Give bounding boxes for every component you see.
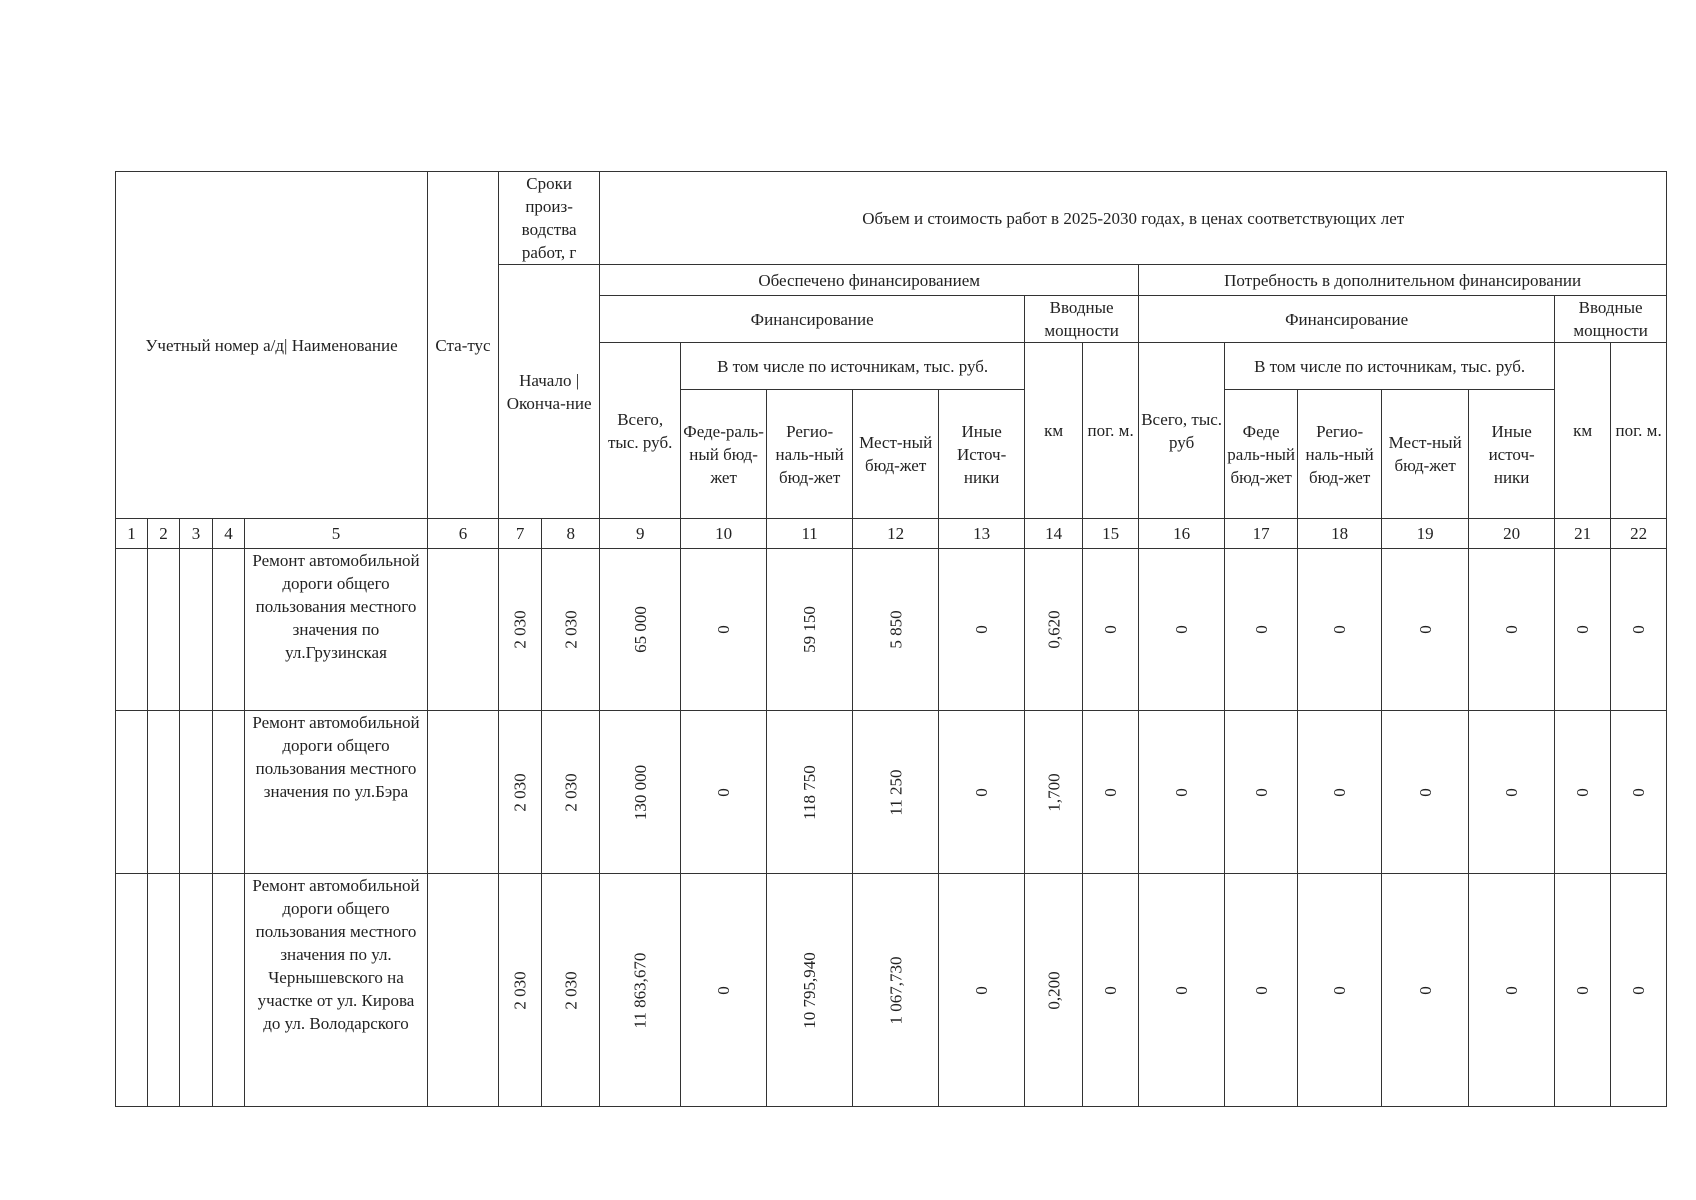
- km-value: 0,200: [1044, 970, 1064, 1010]
- header-local-2: Мест-ный бюд-жет: [1382, 390, 1469, 519]
- end-year: 2 030: [561, 772, 581, 812]
- header-total-1: Всего, тыс. руб.: [600, 343, 681, 519]
- header-other-2: Иные источ-ники: [1469, 390, 1555, 519]
- add-km-value: 0: [1573, 787, 1593, 797]
- column-number: 6: [428, 519, 499, 549]
- header-secured: Обеспечено финансированием: [600, 265, 1139, 296]
- header-local-1: Мест-ный бюд-жет: [853, 390, 939, 519]
- header-pog-2: пог. м.: [1611, 343, 1667, 519]
- header-volume-cost: Объем и стоимость работ в 2025-2030 годах, в ценах соответствующих лет: [600, 172, 1667, 265]
- road-works-table: [115, 171, 1667, 1107]
- end-year: 2 030: [561, 970, 581, 1010]
- header-pog-1: пог. м.: [1083, 343, 1139, 519]
- end-year: 2 030: [561, 610, 581, 649]
- regional-value: 118 750: [800, 764, 820, 820]
- pog-value: 0: [1101, 625, 1121, 634]
- column-number: 21: [1555, 519, 1611, 549]
- header-total-2: Всего, тыс. руб: [1139, 343, 1225, 519]
- header-regional-1: Регио-наль-ный бюд-жет: [767, 390, 853, 519]
- column-number: 13: [939, 519, 1025, 549]
- local-value: 1 067,730: [886, 956, 906, 1024]
- local-value: 5 850: [886, 610, 906, 649]
- table-row: [116, 874, 1667, 1107]
- add-other-value: 0: [1502, 625, 1522, 634]
- header-financing-1: Финансирование: [600, 296, 1025, 343]
- header-capacity-1: Вводные мощности: [1025, 296, 1139, 343]
- column-number: 4: [213, 519, 245, 549]
- add-km-value: 0: [1573, 985, 1593, 995]
- add-federal-value: 0: [1251, 985, 1271, 995]
- column-number: 11: [767, 519, 853, 549]
- column-number: 16: [1139, 519, 1225, 549]
- pog-value: 0: [1101, 985, 1121, 995]
- column-number-row: [116, 519, 1667, 549]
- other-value: 0: [972, 625, 992, 634]
- column-number: 8: [542, 519, 600, 549]
- total-value: 11 863,670: [630, 952, 650, 1028]
- regional-value: 59 150: [800, 606, 820, 653]
- header-by-sources-1: В том числе по источникам, тыс. руб.: [681, 343, 1025, 390]
- header-start-end: Начало | Оконча-ние: [499, 265, 600, 519]
- federal-value: 0: [714, 787, 734, 797]
- header-federal-1: Феде-раль-ный бюд-жет: [681, 390, 767, 519]
- column-number: 3: [180, 519, 213, 549]
- add-local-value: 0: [1415, 985, 1435, 995]
- add-total-value: 0: [1172, 625, 1192, 634]
- federal-value: 0: [714, 985, 734, 995]
- km-value: 0,620: [1044, 610, 1064, 649]
- total-value: 65 000: [630, 606, 650, 653]
- column-number: 2: [148, 519, 180, 549]
- header-federal-2: Феде раль-ный бюд-жет: [1225, 390, 1298, 519]
- road-work-name: Ремонт автомобильной дороги общего пользования местного значения по ул. Чернышевского на участке от ул. Кирова до ул. Володарского: [245, 874, 428, 1107]
- column-number: 15: [1083, 519, 1139, 549]
- table-row: [116, 711, 1667, 874]
- add-other-value: 0: [1502, 787, 1522, 797]
- header-regional-2: Регио-наль-ный бюд-жет: [1298, 390, 1382, 519]
- column-number: 14: [1025, 519, 1083, 549]
- header-other-1: Иные Источ-ники: [939, 390, 1025, 519]
- start-year: 2 030: [510, 970, 530, 1010]
- pog-value: 0: [1101, 787, 1121, 797]
- column-number: 22: [1611, 519, 1667, 549]
- add-local-value: 0: [1415, 625, 1435, 634]
- column-number: 19: [1382, 519, 1469, 549]
- start-year: 2 030: [510, 772, 530, 812]
- add-total-value: 0: [1172, 985, 1192, 995]
- add-km-value: 0: [1573, 625, 1593, 634]
- header-capacity-2: Вводные мощности: [1555, 296, 1667, 343]
- header-terms: Сроки произ-водства работ, г: [499, 172, 600, 265]
- add-federal-value: 0: [1251, 625, 1271, 634]
- document-page: [115, 171, 1667, 1107]
- add-total-value: 0: [1172, 787, 1192, 797]
- header-km-1: км: [1025, 343, 1083, 519]
- header-status: Ста-тус: [428, 172, 499, 519]
- add-regional-value: 0: [1330, 625, 1350, 634]
- column-number: 1: [116, 519, 148, 549]
- add-pog-value: 0: [1629, 985, 1649, 995]
- add-local-value: 0: [1415, 787, 1435, 797]
- add-pog-value: 0: [1629, 625, 1649, 634]
- local-value: 11 250: [886, 768, 906, 816]
- add-regional-value: 0: [1330, 787, 1350, 797]
- road-work-name: Ремонт автомобильной дороги общего пользования местного значения по ул.Грузинская: [245, 549, 428, 711]
- add-other-value: 0: [1502, 985, 1522, 995]
- column-number: 10: [681, 519, 767, 549]
- add-pog-value: 0: [1629, 787, 1649, 797]
- column-number: 9: [600, 519, 681, 549]
- header-km-2: км: [1555, 343, 1611, 519]
- other-value: 0: [972, 787, 992, 797]
- column-number: 7: [499, 519, 542, 549]
- header-need-additional: Потребность в дополнительном финансировании: [1139, 265, 1667, 296]
- other-value: 0: [972, 985, 992, 995]
- header-account-name: Учетный номер а/д| Наименование: [116, 172, 428, 519]
- column-number: 17: [1225, 519, 1298, 549]
- km-value: 1,700: [1044, 772, 1064, 812]
- add-federal-value: 0: [1251, 787, 1271, 797]
- column-number: 5: [245, 519, 428, 549]
- column-number: 12: [853, 519, 939, 549]
- header-financing-2: Финансирование: [1139, 296, 1555, 343]
- header-by-sources-2: В том числе по источникам, тыс. руб.: [1225, 343, 1555, 390]
- column-number: 18: [1298, 519, 1382, 549]
- table-row: [116, 549, 1667, 711]
- road-work-name: Ремонт автомобильной дороги общего пользования местного значения по ул.Бэра: [245, 711, 428, 874]
- regional-value: 10 795,940: [800, 951, 820, 1029]
- total-value: 130 000: [630, 764, 650, 820]
- start-year: 2 030: [510, 610, 530, 649]
- add-regional-value: 0: [1330, 985, 1350, 995]
- federal-value: 0: [714, 625, 734, 634]
- column-number: 20: [1469, 519, 1555, 549]
